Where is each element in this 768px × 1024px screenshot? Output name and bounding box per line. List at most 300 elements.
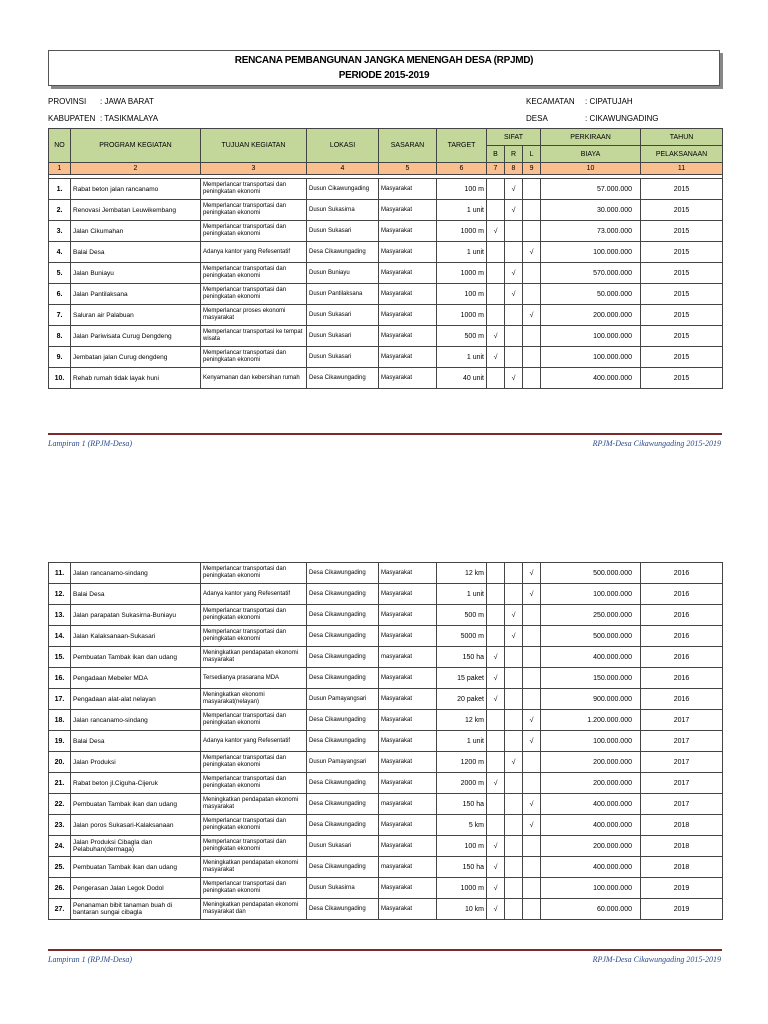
sifat-r: √ [505, 284, 523, 305]
program-kegiatan: Jalan Kalaksanaan-Sukasari [71, 626, 201, 647]
tujuan-kegiatan: Memperlancar transportasi dan peningkatan ekonomi [201, 263, 307, 284]
tahun-pelaksanaan: 2015 [641, 263, 723, 284]
tujuan-kegiatan: Adanya kantor yang Refesentatif [201, 584, 307, 605]
program-kegiatan: Jalan parapatan Sukasirna-Buniayu [71, 605, 201, 626]
perkiraan-biaya: 100.000.000 [541, 326, 641, 347]
target: 1000 m [437, 878, 487, 899]
sasaran: Masyarakat [379, 815, 437, 836]
target: 150 ha [437, 647, 487, 668]
provinsi-value: : JAWA BARAT [100, 97, 154, 106]
sasaran: Masyarakat [379, 221, 437, 242]
sifat-r [505, 305, 523, 326]
sasaran: Masyarakat [379, 263, 437, 284]
program-kegiatan: Jalan poros Sukasari-Kalaksanaan [71, 815, 201, 836]
target: 10 km [437, 899, 487, 920]
colnum: 5 [379, 163, 437, 175]
tahun-pelaksanaan: 2017 [641, 731, 723, 752]
sifat-b [487, 752, 505, 773]
colnum: 7 [487, 163, 505, 175]
target: 1 unit [437, 200, 487, 221]
sifat-r [505, 668, 523, 689]
lokasi: Dusun Buniayu [307, 263, 379, 284]
table-row [49, 605, 723, 626]
lokasi: Desa Cikawungading [307, 647, 379, 668]
row-number: 16. [49, 668, 71, 689]
program-kegiatan: Jalan Pariwisata Curug Dengdeng [71, 326, 201, 347]
colnum: 8 [505, 163, 523, 175]
tujuan-kegiatan: Memperlancar transportasi dan peningkatan ekonomi [201, 347, 307, 368]
perkiraan-biaya: 30.000.000 [541, 200, 641, 221]
row-number: 26. [49, 878, 71, 899]
perkiraan-biaya: 100.000.000 [541, 242, 641, 263]
sifat-l: √ [523, 731, 541, 752]
lokasi: Dusun Cikawungading [307, 179, 379, 200]
row-number: 22. [49, 794, 71, 815]
lokasi: Desa Cikawungading [307, 242, 379, 263]
tujuan-kegiatan: Memperlancar transportasi ke tempat wisata [201, 326, 307, 347]
row-number: 2. [49, 200, 71, 221]
kecamatan-value: : CIPATUJAH [585, 97, 633, 106]
target: 100 m [437, 284, 487, 305]
sifat-b [487, 794, 505, 815]
program-kegiatan: Pembuatan Tambak ikan dan udang [71, 857, 201, 878]
sifat-l [523, 626, 541, 647]
row-number: 3. [49, 221, 71, 242]
lokasi: Dusun Sukasirna [307, 200, 379, 221]
tujuan-kegiatan: Memperlancar transportasi dan peningkatan ekonomi [201, 563, 307, 584]
sasaran: Masyarakat [379, 689, 437, 710]
row-number: 24. [49, 836, 71, 857]
tujuan-kegiatan: Meningkatkan pendapatan ekonomi masyarakat [201, 857, 307, 878]
sifat-b: √ [487, 221, 505, 242]
colnum: 4 [307, 163, 379, 175]
row-number: 18. [49, 710, 71, 731]
sifat-b [487, 305, 505, 326]
lokasi: Desa Cikawungading [307, 368, 379, 389]
tujuan-kegiatan: Memperlancar transportasi dan peningkatan ekonomi [201, 773, 307, 794]
target: 20 paket [437, 689, 487, 710]
sifat-l: √ [523, 815, 541, 836]
lokasi: Desa Cikawungading [307, 584, 379, 605]
row-number: 15. [49, 647, 71, 668]
header-tujuan: TUJUAN KEGIATAN [201, 129, 307, 163]
table-row [49, 368, 723, 389]
sifat-r [505, 584, 523, 605]
table-row [49, 584, 723, 605]
sifat-l: √ [523, 563, 541, 584]
sifat-l [523, 773, 541, 794]
program-kegiatan: Rabat beton jalan rancanamo [71, 179, 201, 200]
table-row [49, 773, 723, 794]
colnum: 11 [641, 163, 723, 175]
row-number: 25. [49, 857, 71, 878]
header-no: NO [49, 129, 71, 163]
table-row [49, 284, 723, 305]
lokasi: Dusun Sukasari [307, 221, 379, 242]
tujuan-kegiatan: Meningkatkan pendapatan ekonomi masyarakat dan [201, 899, 307, 920]
target: 150 ha [437, 794, 487, 815]
sifat-b: √ [487, 878, 505, 899]
program-kegiatan: Penanaman bibit tanaman buah di bantaran sungai cibagla [71, 899, 201, 920]
perkiraan-biaya: 150.000.000 [541, 668, 641, 689]
footer-divider [48, 433, 722, 435]
document-period: PERIODE 2015-2019 [338, 70, 430, 81]
perkiraan-biaya: 100.000.000 [541, 731, 641, 752]
sifat-b: √ [487, 689, 505, 710]
table-row [49, 731, 723, 752]
sasaran: Masyarakat [379, 878, 437, 899]
sifat-r [505, 347, 523, 368]
sifat-l: √ [523, 584, 541, 605]
tujuan-kegiatan: Memperlancar transportasi dan peningkatan ekonomi [201, 836, 307, 857]
sifat-r [505, 647, 523, 668]
sasaran: Masyarakat [379, 710, 437, 731]
colnum: 10 [541, 163, 641, 175]
target: 1200 m [437, 752, 487, 773]
target: 1000 m [437, 221, 487, 242]
tujuan-kegiatan: Memperlancar transportasi dan peningkatan ekonomi [201, 221, 307, 242]
tujuan-kegiatan: Meningkatkan pendapatan ekonomi masyarakat [201, 647, 307, 668]
lokasi: Dusun Pamayangsari [307, 689, 379, 710]
lokasi: Desa Cikawungading [307, 899, 379, 920]
table-row [49, 815, 723, 836]
perkiraan-biaya: 400.000.000 [541, 368, 641, 389]
tujuan-kegiatan: Memperlancar transportasi dan peningkatan ekonomi [201, 605, 307, 626]
sifat-b: √ [487, 773, 505, 794]
tujuan-kegiatan: Adanya kantor yang Refesentatif [201, 242, 307, 263]
row-number: 20. [49, 752, 71, 773]
sasaran: Masyarakat [379, 752, 437, 773]
sifat-r: √ [505, 263, 523, 284]
sasaran: Masyarakat [379, 626, 437, 647]
sifat-b: √ [487, 857, 505, 878]
colnum: 3 [201, 163, 307, 175]
lokasi: Desa Cikawungading [307, 605, 379, 626]
perkiraan-biaya: 50.000.000 [541, 284, 641, 305]
sifat-r: √ [505, 626, 523, 647]
sifat-r [505, 563, 523, 584]
perkiraan-biaya: 100.000.000 [541, 347, 641, 368]
lokasi: Desa Cikawungading [307, 563, 379, 584]
sifat-l: √ [523, 710, 541, 731]
target: 1 unit [437, 731, 487, 752]
tujuan-kegiatan: Tersedianya prasarana MDA [201, 668, 307, 689]
sifat-l [523, 368, 541, 389]
table-row [49, 221, 723, 242]
program-kegiatan: Jalan Pantilaksana [71, 284, 201, 305]
target: 1 unit [437, 347, 487, 368]
perkiraan-biaya: 400.000.000 [541, 794, 641, 815]
document-title: RENCANA PEMBANGUNAN JANGKA MENENGAH DESA (RPJMD) [234, 55, 534, 66]
kabupaten-value: : TASIKMALAYA [100, 114, 159, 123]
perkiraan-biaya: 100.000.000 [541, 584, 641, 605]
sifat-l [523, 347, 541, 368]
tujuan-kegiatan: Memperlancar transportasi dan peningkatan ekonomi [201, 752, 307, 773]
sifat-b [487, 179, 505, 200]
tujuan-kegiatan: Memperlancar transportasi dan peningkatan ekonomi [201, 710, 307, 731]
rpjmd-table-page2 [48, 562, 723, 920]
sifat-b: √ [487, 326, 505, 347]
tahun-pelaksanaan: 2016 [641, 626, 723, 647]
target: 1 unit [437, 584, 487, 605]
sifat-b [487, 200, 505, 221]
tahun-pelaksanaan: 2015 [641, 326, 723, 347]
header-perkiraan: PERKIRAAN [541, 129, 641, 146]
program-kegiatan: Balai Desa [71, 731, 201, 752]
tahun-pelaksanaan: 2015 [641, 221, 723, 242]
table-row [49, 710, 723, 731]
program-kegiatan: Jalan rancanamo-sindang [71, 563, 201, 584]
lokasi: Desa Cikawungading [307, 773, 379, 794]
tahun-pelaksanaan: 2019 [641, 878, 723, 899]
sasaran: Masyarakat [379, 731, 437, 752]
sifat-l [523, 605, 541, 626]
sifat-r [505, 326, 523, 347]
row-number: 1. [49, 179, 71, 200]
sasaran: Masyarakat [379, 605, 437, 626]
sasaran: Masyarakat [379, 368, 437, 389]
header-pelaksanaan: PELAKSANAAN [641, 146, 723, 163]
program-kegiatan: Saluran air Palabuan [71, 305, 201, 326]
sifat-r [505, 773, 523, 794]
sasaran: Masyarakat [379, 200, 437, 221]
sifat-b [487, 563, 505, 584]
tujuan-kegiatan: Kenyamanan dan kebersihan rumah [201, 368, 307, 389]
program-kegiatan: Pengadaan alat-alat nelayan [71, 689, 201, 710]
lokasi: Dusun Sukasirna [307, 878, 379, 899]
header-sasaran: SASARAN [379, 129, 437, 163]
tahun-pelaksanaan: 2015 [641, 305, 723, 326]
tahun-pelaksanaan: 2016 [641, 689, 723, 710]
sifat-b [487, 242, 505, 263]
tahun-pelaksanaan: 2015 [641, 179, 723, 200]
sifat-r [505, 857, 523, 878]
row-number: 6. [49, 284, 71, 305]
sifat-r: √ [505, 368, 523, 389]
target: 40 unit [437, 368, 487, 389]
program-kegiatan: Rabat beton jl.Ciguha-Cijeruk [71, 773, 201, 794]
program-kegiatan: Jalan Buniayu [71, 263, 201, 284]
column-number-row [49, 163, 723, 175]
sifat-r [505, 242, 523, 263]
sifat-r: √ [505, 752, 523, 773]
footer-right: RPJM-Desa Cikawungading 2015-2019 [592, 955, 721, 964]
header-target: TARGET [437, 129, 487, 163]
sifat-l [523, 326, 541, 347]
target: 1000 m [437, 305, 487, 326]
table-row [49, 752, 723, 773]
target: 2000 m [437, 773, 487, 794]
sifat-b [487, 710, 505, 731]
sifat-b [487, 626, 505, 647]
sasaran: masyarakat [379, 857, 437, 878]
tahun-pelaksanaan: 2017 [641, 752, 723, 773]
desa-label: DESA [526, 114, 548, 123]
program-kegiatan: Pembuatan Tambak ikan dan udang [71, 647, 201, 668]
table-row [49, 857, 723, 878]
target: 5 km [437, 815, 487, 836]
perkiraan-biaya: 500.000.000 [541, 626, 641, 647]
sasaran: Masyarakat [379, 284, 437, 305]
row-number: 19. [49, 731, 71, 752]
table-row [49, 563, 723, 584]
target: 150 ha [437, 857, 487, 878]
sifat-b [487, 284, 505, 305]
row-number: 23. [49, 815, 71, 836]
target: 12 km [437, 563, 487, 584]
tujuan-kegiatan: Memperlancar proses ekonomi masyarakat [201, 305, 307, 326]
header-sifat: SIFAT [487, 129, 541, 146]
row-number: 12. [49, 584, 71, 605]
sifat-l [523, 284, 541, 305]
sasaran: masyarakat [379, 794, 437, 815]
row-number: 9. [49, 347, 71, 368]
sifat-l [523, 200, 541, 221]
sifat-b [487, 263, 505, 284]
row-number: 27. [49, 899, 71, 920]
program-kegiatan: Jalan Cikumahan [71, 221, 201, 242]
tahun-pelaksanaan: 2016 [641, 563, 723, 584]
lokasi: Desa Cikawungading [307, 731, 379, 752]
sifat-r: √ [505, 179, 523, 200]
perkiraan-biaya: 200.000.000 [541, 752, 641, 773]
table-body-page1 [49, 179, 723, 389]
sasaran: Masyarakat [379, 668, 437, 689]
sifat-l [523, 647, 541, 668]
sasaran: masyarakat [379, 647, 437, 668]
sifat-l [523, 263, 541, 284]
footer-right: RPJM-Desa Cikawungading 2015-2019 [592, 439, 721, 448]
sifat-b [487, 731, 505, 752]
header-tahun: TAHUN [641, 129, 723, 146]
perkiraan-biaya: 1.200.000.000 [541, 710, 641, 731]
tujuan-kegiatan: Meningkatkan pendapatan ekonomi masyarakat [201, 794, 307, 815]
sasaran: Masyarakat [379, 563, 437, 584]
sifat-r [505, 815, 523, 836]
row-number: 8. [49, 326, 71, 347]
sifat-l: √ [523, 794, 541, 815]
header-r: R [505, 146, 523, 163]
header-program: PROGRAM KEGIATAN [71, 129, 201, 163]
sasaran: Masyarakat [379, 326, 437, 347]
sifat-l [523, 752, 541, 773]
table-row [49, 179, 723, 200]
target: 500 m [437, 326, 487, 347]
tahun-pelaksanaan: 2016 [641, 668, 723, 689]
sifat-b: √ [487, 899, 505, 920]
lokasi: Dusun Sukasari [307, 347, 379, 368]
table-row [49, 326, 723, 347]
sifat-l: √ [523, 242, 541, 263]
perkiraan-biaya: 900.000.000 [541, 689, 641, 710]
target: 5000 m [437, 626, 487, 647]
program-kegiatan: Jembatan jalan Curug dengdeng [71, 347, 201, 368]
perkiraan-biaya: 60.000.000 [541, 899, 641, 920]
tahun-pelaksanaan: 2017 [641, 773, 723, 794]
footer-divider [48, 949, 722, 951]
table-row [49, 626, 723, 647]
table-row [49, 668, 723, 689]
table-row [49, 305, 723, 326]
sasaran: Masyarakat [379, 179, 437, 200]
program-kegiatan: Pengerasan Jalan Legok Dodol [71, 878, 201, 899]
lokasi: Dusun Pantilaksana [307, 284, 379, 305]
header-lokasi: LOKASI [307, 129, 379, 163]
sifat-l [523, 878, 541, 899]
tahun-pelaksanaan: 2018 [641, 857, 723, 878]
row-number: 17. [49, 689, 71, 710]
sifat-r [505, 878, 523, 899]
perkiraan-biaya: 57.000.000 [541, 179, 641, 200]
table-row [49, 647, 723, 668]
sifat-l [523, 221, 541, 242]
program-kegiatan: Pembuatan Tambak ikan dan udang [71, 794, 201, 815]
table-row [49, 689, 723, 710]
perkiraan-biaya: 73.000.000 [541, 221, 641, 242]
program-kegiatan: Jalan Produksi [71, 752, 201, 773]
sasaran: Masyarakat [379, 305, 437, 326]
lokasi: Dusun Sukasari [307, 305, 379, 326]
table-row [49, 878, 723, 899]
target: 15 paket [437, 668, 487, 689]
sifat-r [505, 710, 523, 731]
tujuan-kegiatan: Adanya kantor yang Refesentatif [201, 731, 307, 752]
colnum: 6 [437, 163, 487, 175]
table-row [49, 899, 723, 920]
table-row [49, 200, 723, 221]
header-l: L [523, 146, 541, 163]
colnum: 2 [71, 163, 201, 175]
sifat-r [505, 836, 523, 857]
row-number: 5. [49, 263, 71, 284]
sifat-b: √ [487, 668, 505, 689]
program-kegiatan: Balai Desa [71, 584, 201, 605]
provinsi-label: PROVINSI [48, 97, 87, 106]
sifat-r: √ [505, 605, 523, 626]
row-number: 14. [49, 626, 71, 647]
row-number: 10. [49, 368, 71, 389]
tujuan-kegiatan: Memperlancar transportasi dan peningkatan ekonomi [201, 284, 307, 305]
sifat-r [505, 731, 523, 752]
lokasi: Dusun Sukasari [307, 836, 379, 857]
lokasi: Desa Cikawungading [307, 710, 379, 731]
table-row [49, 242, 723, 263]
tahun-pelaksanaan: 2016 [641, 647, 723, 668]
program-kegiatan: Rehab rumah tidak layak huni [71, 368, 201, 389]
perkiraan-biaya: 250.000.000 [541, 605, 641, 626]
sifat-l: √ [523, 305, 541, 326]
tahun-pelaksanaan: 2016 [641, 584, 723, 605]
perkiraan-biaya: 200.000.000 [541, 305, 641, 326]
row-number: 21. [49, 773, 71, 794]
tujuan-kegiatan: Meningkatkan ekonomi masyarakat(nelayan) [201, 689, 307, 710]
perkiraan-biaya: 400.000.000 [541, 647, 641, 668]
perkiraan-biaya: 200.000.000 [541, 836, 641, 857]
colnum: 1 [49, 163, 71, 175]
footer-left: Lampiran 1 (RPJM-Desa) [48, 955, 132, 964]
table-row [49, 263, 723, 284]
perkiraan-biaya: 100.000.000 [541, 878, 641, 899]
target: 12 km [437, 710, 487, 731]
lokasi: Desa Cikawungading [307, 857, 379, 878]
sifat-b: √ [487, 836, 505, 857]
sifat-r [505, 899, 523, 920]
table-body-page2 [49, 563, 723, 920]
tahun-pelaksanaan: 2016 [641, 605, 723, 626]
sifat-r [505, 794, 523, 815]
row-number: 13. [49, 605, 71, 626]
row-number: 7. [49, 305, 71, 326]
